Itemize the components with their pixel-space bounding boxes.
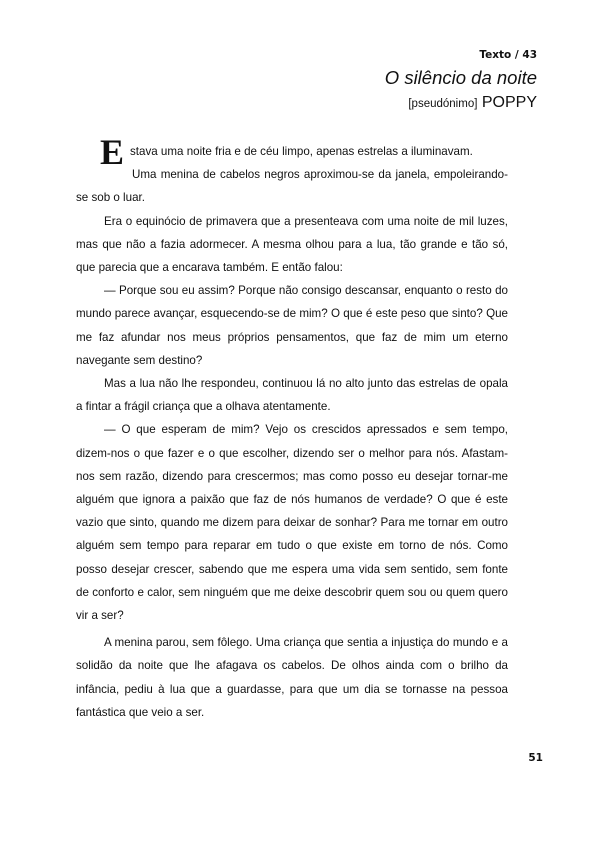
page-number: 51	[528, 752, 543, 764]
pseudonym-label: [pseudónimo]	[408, 98, 478, 110]
paragraph-6: A menina parou, sem fôlego. Uma criança que sentia a injustiça do mundo e a solidão da noite que lhe afagava os cabelos. De olhos ainda com o brilho da infância, pediu à lua que a guardasse, para que um dia se tornasse na pessoa fantástica que veio a ser.	[76, 636, 508, 719]
page-header	[385, 48, 537, 114]
story-body	[76, 132, 508, 724]
paragraph-1-first-line	[76, 132, 508, 172]
paragraph-5: — O que esperam de mim? Vejo os crescidos apressados e sem tempo, dizem-nos o que fazer e o que escolher, dizendo ser o melhor para nós. Afastam-nos sem razão, dizendo para crescermos; mas como posso eu desejar tornar-me alguém que ignora a paixão que faz de nós humanos de verdade? O que é este vazio que sinto, quando me dizem para deixar de sonhar? Para me tornar em outro alguém sem tempo para reparar em tudo o que existe em torno de nós. Como posso desejar crescer, sabendo que me espera uma vida sem sentido, sem fonte de conforto e calor, sem ninguém que me deixe descobrir quem sou ou quem quero vir a ser?	[76, 423, 508, 623]
text-number: Texto / 43	[479, 49, 537, 61]
paragraph-2: Era o equinócio de primavera que a presenteava com uma noite de mil luzes, mas que não a fazia adormecer. A mesma olhou para a lua, tão grande e tão só, que parecia que a encarava também. E então falou:	[76, 214, 508, 275]
paragraph-4: Mas a lua não lhe respondeu, continuou lá no alto junto das estrelas de opala a fintar a frágil criança que a olhava atentamente.	[76, 377, 508, 414]
paragraph-1-rest: Uma menina de cabelos negros aproximou-se da janela, empoleirando-se sob o luar.	[76, 168, 508, 205]
drop-cap: E	[100, 132, 125, 172]
author-line	[385, 93, 537, 114]
paragraph-3: — Porque sou eu assim? Porque não consigo descansar, enquanto o resto do mundo parece avançar, esquecendo-se de mim? O que é este peso que sinto? Que me faz afundar nos meus próprios pensamentos, que faz de mim um eterno navegante sem destino?	[76, 284, 508, 367]
paragraph-1-first-line-text: stava uma noite fria e de céu limpo, apenas estrelas a iluminavam.	[130, 145, 473, 158]
story-title: O silêncio da noite	[384, 67, 537, 88]
author-name: POPPY	[481, 94, 537, 111]
